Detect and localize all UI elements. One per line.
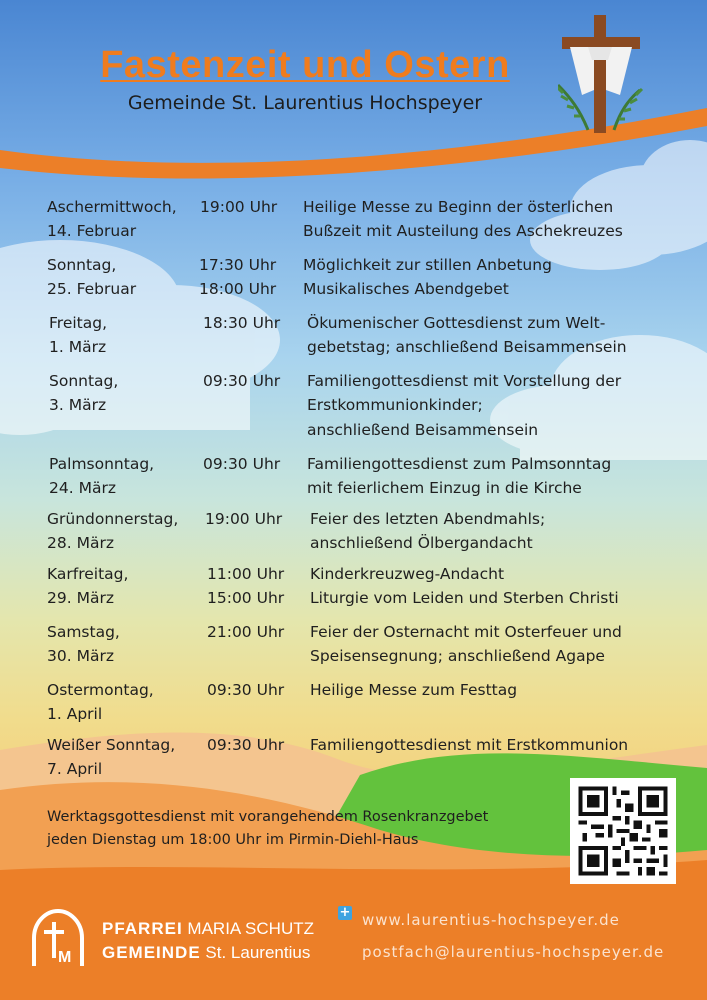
event-time: 11:00 Uhr: [207, 565, 285, 583]
event-date: 29. März: [47, 589, 114, 607]
page-title: Fastenzeit und Ostern: [100, 44, 510, 86]
event-day: Ostermontag,: [47, 681, 154, 699]
email-link[interactable]: postfach@laurentius-hochspeyer.de: [362, 943, 665, 961]
event-desc: Heilige Messe zum Festtag: [310, 681, 518, 699]
event-desc: Bußzeit mit Austeilung des Aschekreuzes: [303, 222, 623, 240]
event-time: 15:00 Uhr: [207, 589, 285, 607]
event-time: 09:30 Uhr: [203, 455, 281, 473]
parish-logo-icon: [28, 908, 88, 968]
qr-code-icon[interactable]: [570, 778, 676, 884]
svg-text:M: M: [58, 949, 72, 966]
event-desc: Musikalisches Abendgebet: [303, 280, 509, 298]
event-desc: Familiengottesdienst mit Erstkommunion: [310, 736, 629, 754]
event-desc: Speisensegnung; anschließend Agape: [310, 647, 605, 665]
pfarrei-label: PFARREI: [102, 919, 183, 938]
event-desc: Liturgie vom Leiden und Sterben Christi: [310, 589, 619, 607]
event-desc: gebetstag; anschließend Beisammensein: [307, 338, 627, 356]
website-link[interactable]: www.laurentius-hochspeyer.de: [362, 911, 620, 929]
event-day: Karfreitag,: [47, 565, 129, 583]
gemeinde-label: GEMEINDE: [102, 943, 201, 962]
event-desc: Heilige Messe zu Beginn der österlichen: [303, 198, 614, 216]
event-desc: Erstkommunionkinder;: [307, 396, 483, 414]
event-day: Sonntag,: [49, 372, 119, 390]
gemeinde-name: St. Laurentius: [205, 943, 311, 962]
event-day: Samstag,: [47, 623, 120, 641]
easter-cross-icon: [558, 15, 648, 135]
event-time: 18:00 Uhr: [199, 280, 277, 298]
weekday-note-line: Werktagsgottesdienst mit vorangehendem Rosenkranzgebet: [47, 809, 489, 825]
event-day: Aschermittwoch,: [47, 198, 177, 216]
event-desc: Familiengottesdienst zum Palmsonntag: [307, 455, 612, 473]
event-day: Freitag,: [49, 314, 108, 332]
event-desc: anschließend Ölbergandacht: [310, 534, 533, 552]
event-desc: Feier der Osternacht mit Osterfeuer und: [310, 623, 622, 641]
event-date: 30. März: [47, 647, 114, 665]
weekday-note: [47, 806, 488, 852]
event-day: Weißer Sonntag,: [47, 736, 176, 754]
event-time: 19:00 Uhr: [205, 510, 283, 528]
event-desc: Möglichkeit zur stillen Anbetung: [303, 256, 552, 274]
parish-name: [102, 917, 314, 965]
event-day: Palmsonntag,: [49, 455, 155, 473]
event-date: 28. März: [47, 534, 114, 552]
event-time: 09:30 Uhr: [207, 736, 285, 754]
event-time: 19:00 Uhr: [200, 198, 278, 216]
event-day: Sonntag,: [47, 256, 117, 274]
event-desc: mit feierlichem Einzug in die Kirche: [307, 479, 582, 497]
event-date: 7. April: [47, 760, 103, 778]
pfarrei-name: MARIA SCHUTZ: [187, 919, 314, 938]
event-date: 14. Februar: [47, 222, 137, 240]
page-subtitle: Gemeinde St. Laurentius Hochspeyer: [127, 92, 483, 114]
event-desc: Familiengottesdienst mit Vorstellung der: [307, 372, 622, 390]
event-desc: Feier des letzten Abendmahls;: [310, 510, 546, 528]
event-date: 25. Februar: [47, 280, 137, 298]
qr-pattern: [570, 778, 676, 884]
event-desc: Ökumenischer Gottesdienst zum Welt-: [307, 314, 606, 332]
weekday-note-line: jeden Dienstag um 18:00 Uhr im Pirmin-Diehl-Haus: [47, 832, 419, 848]
event-time: 18:30 Uhr: [203, 314, 281, 332]
plus-icon: +: [339, 905, 351, 920]
event-date: 1. April: [47, 705, 103, 723]
event-day: Gründonnerstag,: [47, 510, 179, 528]
event-time: 17:30 Uhr: [199, 256, 277, 274]
event-desc: Kinderkreuzweg-Andacht: [310, 565, 505, 583]
event-date: 24. März: [49, 479, 116, 497]
event-desc: anschließend Beisammensein: [307, 421, 539, 439]
event-date: 1. März: [49, 338, 107, 356]
event-date: 3. März: [49, 396, 107, 414]
event-time: 21:00 Uhr: [207, 623, 285, 641]
event-time: 09:30 Uhr: [207, 681, 285, 699]
event-time: 09:30 Uhr: [203, 372, 281, 390]
